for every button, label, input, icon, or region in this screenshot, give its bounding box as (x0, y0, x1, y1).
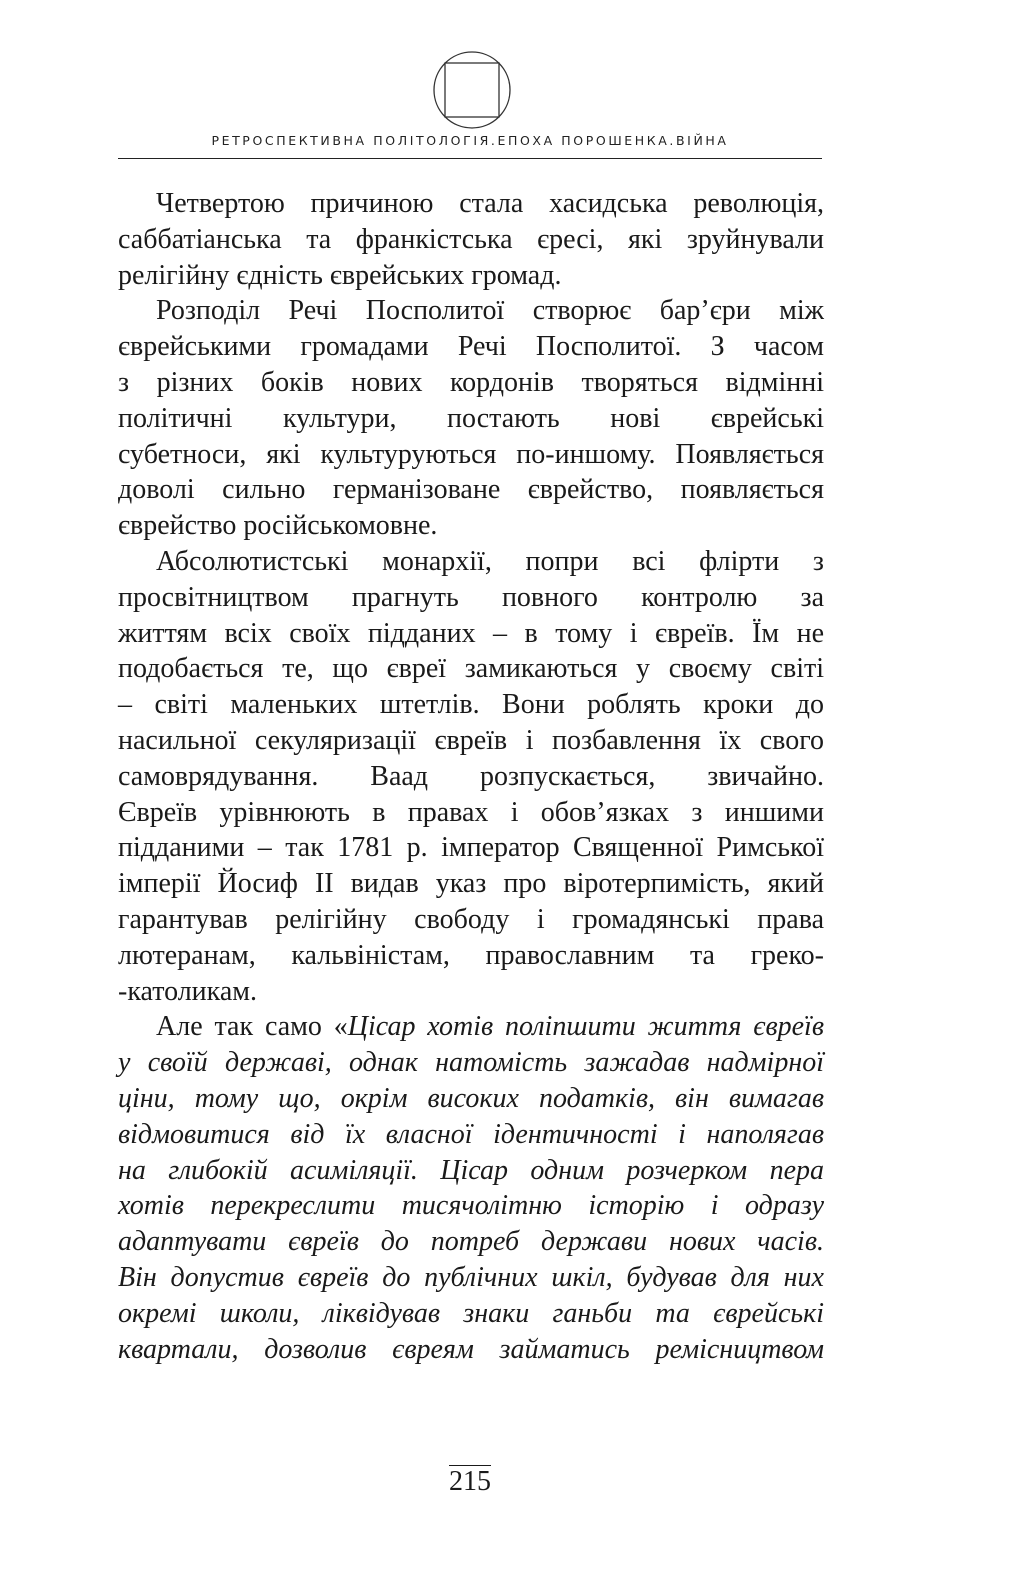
text-line: -католикам. (118, 975, 257, 1007)
text-line: Євреїв урівнюють в правах і обов’язках з иншими (118, 796, 824, 828)
text-line: єврейськими громадами Речі Посполитої. З часом (118, 331, 824, 363)
text-line: подобається те, що євреї замикаються у своєму світі (118, 653, 824, 685)
text-line: з різних боків нових кордонів творяться відмінні (118, 366, 824, 398)
page-number (0, 1466, 940, 1498)
text-line: лютеранам, кальвіністам, православним та греко- (118, 939, 824, 971)
text-line: просвітництвом прагнуть повного контролю за (118, 581, 824, 613)
running-header-title: РЕТРОСПЕКТИВНА ПОЛІТОЛОГІЯ.ЕПОХА ПОРОШЕНКА.ВІЙНА (211, 133, 729, 148)
text-line: політичні культури, постають нові єврейські (118, 402, 824, 434)
text-line: – світі маленьких штетлів. Вони роблять кроки до (118, 689, 824, 721)
text-line: саббатіанська та франкістська єресі, які зруйнували (118, 223, 824, 255)
text-line: самоврядування. Ваад розпускається, звичайно. (118, 760, 824, 792)
text-line: насильної секуляризації євреїв і позбавлення їх свого (118, 724, 824, 756)
text-line: Розподіл Речі Посполитої створює бар’єри між (156, 295, 824, 327)
text-line: підданими – так 1781 р. імператор Священної Римської (118, 832, 824, 864)
page-number-text: 215 (449, 1466, 491, 1497)
text-line: імперії Йосиф ІІ видав указ про віротерпимість, який (118, 868, 824, 900)
text-line: субетноси, які культуруються по-иншому. Появляється (118, 438, 824, 470)
quote-line: хотів перекреслити тисячолітню історію і одразу (118, 1190, 824, 1222)
paragraph-3 (118, 544, 824, 1009)
quote-line: окремі школи, ліквідував знаки ганьби та єврейські (118, 1297, 824, 1329)
quote-text: Цісар хотів поліпшити життя євреїв (347, 1011, 824, 1043)
quote-line: Він допустив євреїв до публічних шкіл, будував для них (118, 1261, 824, 1293)
quote-line: квартали, дозволив євреям займатись ремісництвом (118, 1333, 824, 1365)
text-line: єврейство російськомовне. (118, 510, 438, 542)
text-line: життям всіх своїх підданих – в тому і євреїв. Їм не (118, 617, 824, 649)
quote-line: адаптувати євреїв до потреб держави нових часів. (118, 1226, 824, 1258)
text-line: Абсолютистські монархії, попри всі флірти з (156, 545, 824, 577)
text-line: гарантував релігійну свободу і громадянські права (118, 903, 824, 935)
quote-lead-in: Але так само « (156, 1011, 348, 1043)
page-body (118, 186, 824, 1367)
text-line: релігійну єдність єврейських громад. (118, 259, 562, 291)
text-line (118, 1009, 824, 1045)
quote-line: відмовитися від їх власної ідентичності і наполягав (118, 1118, 824, 1150)
paragraph-2 (118, 293, 824, 544)
header-divider (118, 158, 822, 159)
circle-square-logo-icon (432, 50, 512, 130)
quote-line: ціни, тому що, окрім високих податків, він вимагав (118, 1082, 824, 1114)
paragraph-4-quote (118, 1009, 824, 1367)
paragraph-1 (118, 186, 824, 293)
quote-line: на глибокій асиміляції. Цісар одним розчерком пера (118, 1154, 824, 1186)
text-line: доволі сильно германізоване єврейство, появляється (118, 474, 824, 506)
text-line: Четвертою причиною стала хасидська революція, (156, 188, 824, 219)
quote-line: у своїй державі, однак натомість зажадав надмірної (118, 1047, 824, 1079)
